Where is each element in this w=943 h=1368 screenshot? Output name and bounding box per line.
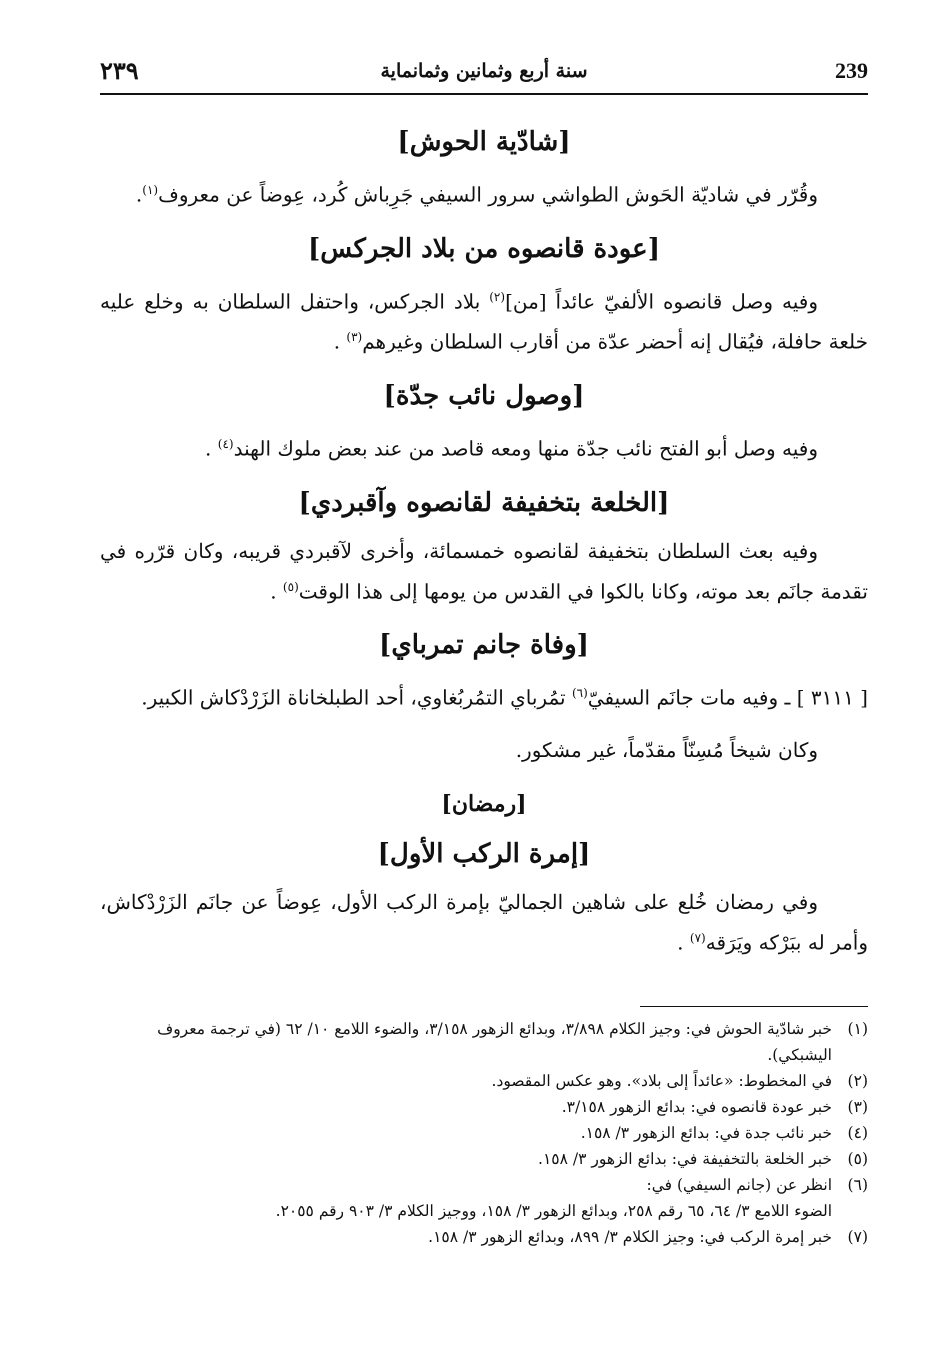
paragraph: وفي رمضان خُلع على شاهين الجماليّ بإمرة الركب الأول، عِوضاً عن جانَم الزَرْدْكاش، وأمر له ببَرْكه ويَرَقه$^{(٧)}$ .	[100, 889, 868, 955]
section-heading: [الخلعة بتخفيفة لقانصوه وآقبردي]	[298, 487, 670, 518]
section-heading: [شادّية الحوش]	[397, 127, 571, 157]
section-heading: [عودة قانصوه من بلاد الجركس]	[308, 233, 660, 264]
footnote-ref: (٢)	[489, 289, 506, 304]
footnote-ref: (١)	[142, 183, 159, 197]
footnote-continuation: الضوء اللامع ٣/ ٦٤، ٦٥ رقم ٢٥٨، وبدائع الزهور ٣/ ١٥٨، ووجيز الكلام ٣/ ٩٠٣ رقم ٢٠٥٥.	[275, 1202, 832, 1220]
footnote: (٦) انظر عن (جانم السيفي) في:	[646, 1176, 868, 1194]
main-text	[100, 118, 868, 977]
section-heading: [وفاة جانم تمرباي]	[379, 630, 589, 661]
footnote: (٣) خبر عودة قانصوه في: بدائع الزهور ٣/١٥٨.	[561, 1098, 868, 1116]
running-title: سنة أربع وثمانين وثمانماية	[380, 60, 588, 82]
page-number-arabic: ٢٣٩	[100, 56, 139, 85]
footnote-rule	[640, 1006, 868, 1007]
paragraph: [ ٣١١١ ] ـ وفيه مات جانَم السيفيّ$^{(٦)}$ تمُرباي التمُربُغاوي، أحد الطبلخاناة الزَرْدْكاش الكبير.	[141, 685, 868, 710]
page-header	[100, 52, 868, 92]
paragraph: وكان شيخاً مُسِنّاً مقدّماً، غير مشكور.	[515, 737, 818, 762]
footnotes	[100, 1016, 868, 1250]
footnote-ref: (٧)	[689, 930, 706, 945]
footnote: (٧) خبر إمرة الركب في: وجيز الكلام ٣/ ٨٩٩، وبدائع الزهور ٣/ ١٥٨.	[428, 1228, 868, 1246]
paragraph: وفيه بعث السلطان بتخفيفة لقانصوه خمسمائة، وأخرى لآقبردي قريبه، وكان قرّره في تقدمة جانَم بعد موته، وكانا بالكوا في القدس من يومها إلى هذا الوقت$^{(٥)}$ .	[100, 538, 868, 604]
footnote: (٢) في المخطوط: «عائداً إلى بلاد». وهو عكس المقصود.	[491, 1072, 868, 1090]
section-heading: [إمرة الركب الأول]	[377, 838, 591, 869]
section-heading: [رمضان]	[441, 790, 527, 817]
footnote: (١) خبر شادّية الحوش في: وجيز الكلام ٣/٨٩٨، وبدائع الزهور ٣/١٥٨، والضوء اللامع ١٠/ ٦٢ (في ترجمة معروف اليشبكي).	[157, 1020, 868, 1064]
paragraph: وفيه وصل أبو الفتح نائب جدّة منها ومعه قاصد من عند بعض ملوك الهند$^{(٤)}$ .	[205, 436, 818, 461]
paragraph: وفيه وصل قانصوه الألفيّ عائداً [من]$^{(٢)}$ بلاد الجركس، واحتفل السلطان به وخلع عليه خلعة حافلة، فيُقال إنه أحضر عدّة من أقارب السلطان وغيرهم$^{(٣)}$ .	[100, 289, 868, 354]
paragraph: وقُرّر في شاديّة الحَوش الطواشي سرور السيفي جَرِباش كُرد، عِوضاً عن معروف$^{(١)}$.	[135, 182, 818, 207]
footnote-ref: (٤)	[217, 436, 234, 451]
section-heading: [وصول نائب جدّة]	[383, 380, 585, 411]
footnote-ref: (٥)	[282, 579, 299, 594]
footnote-ref: (٣)	[346, 330, 363, 345]
footnote: (٤) خبر نائب جدة في: بدائع الزهور ٣/ ١٥٨.	[580, 1124, 868, 1142]
footnote-ref: (٦)	[571, 686, 588, 701]
footnote: (٥) خبر الخلعة بالتخفيفة في: بدائع الزهور ٣/ ١٥٨.	[538, 1150, 868, 1168]
header-rule	[100, 93, 868, 95]
page-number-latin: 239	[835, 58, 868, 83]
